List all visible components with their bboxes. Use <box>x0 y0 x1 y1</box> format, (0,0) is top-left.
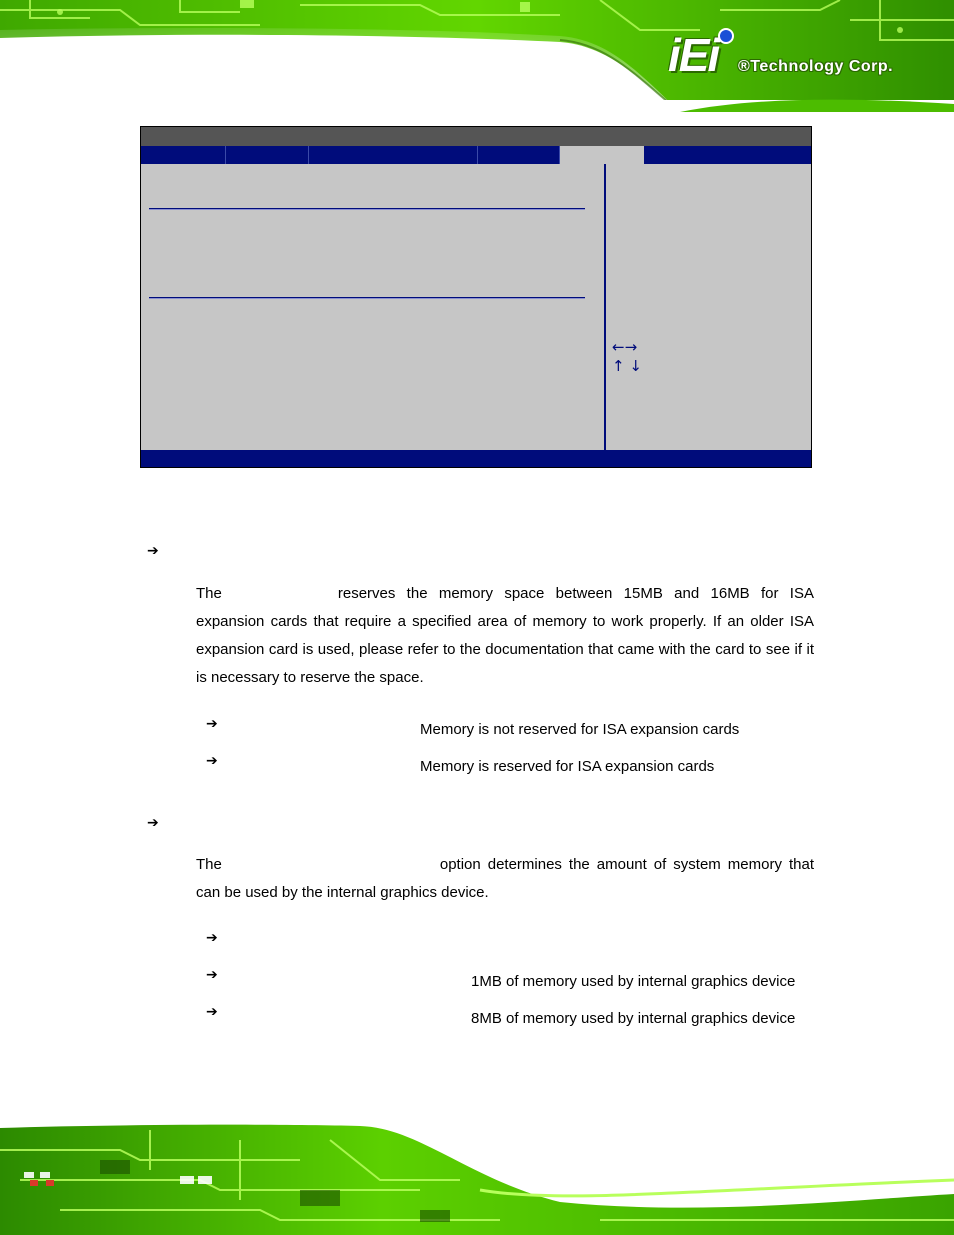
logo-mark: iEi <box>668 29 719 81</box>
left-right-arrows-icon: ←→ <box>612 338 638 356</box>
option-arrow-icon: ➔ <box>206 930 218 946</box>
up-down-arrows-icon: ↑ ↓ <box>612 357 642 375</box>
para-prefix: The <box>196 585 222 602</box>
logo-dot <box>718 28 734 44</box>
bios-status-bar <box>141 450 811 467</box>
bios-tab-active[interactable] <box>560 146 644 164</box>
bios-tab[interactable] <box>309 146 478 164</box>
logo-tagline: ®Technology Corp. <box>738 58 894 75</box>
option-arrow-icon: ➔ <box>206 716 218 732</box>
option-arrow-icon: ➔ <box>206 753 218 769</box>
para-body: reserves the memory space between 15MB and 16MB for ISA expansion cards that require a specified area of memory to work properly. If an older ISA expansion card is used, please refer to the documentation that came with the card to see if it is necessary to reserve the space. <box>196 585 814 686</box>
para-prefix: The <box>196 856 222 873</box>
option-description: Memory is not reserved for ISA expansion cards <box>420 721 740 738</box>
section-arrow-icon: ➔ <box>147 815 159 831</box>
option-arrow-icon: ➔ <box>206 1004 218 1020</box>
company-logo <box>668 28 938 88</box>
footer-banner <box>0 1120 954 1235</box>
section-arrow-icon: ➔ <box>147 543 159 559</box>
section2-paragraph <box>196 851 814 907</box>
bios-separator <box>149 297 585 299</box>
bios-settings-panel <box>145 164 606 450</box>
option-description: 8MB of memory used by internal graphics device <box>471 1010 796 1027</box>
circuit-board-graphic <box>0 1120 954 1235</box>
bios-tab[interactable] <box>141 146 226 164</box>
option-arrow-icon: ➔ <box>206 967 218 983</box>
bios-help-panel <box>608 164 811 450</box>
bios-title-bar <box>141 127 811 146</box>
para-body: option determines the amount of system memory that can be used by the internal graphics device. <box>196 856 814 901</box>
bios-screenshot <box>140 126 812 468</box>
option-description: Memory is reserved for ISA expansion cards <box>420 758 715 775</box>
bios-tab[interactable] <box>226 146 309 164</box>
section1-paragraph <box>196 580 814 692</box>
bios-menu-tabs <box>141 146 811 164</box>
header-banner <box>0 0 954 112</box>
bios-tab[interactable] <box>478 146 560 164</box>
option-description: 1MB of memory used by internal graphics device <box>471 973 796 990</box>
bios-separator <box>149 208 585 210</box>
